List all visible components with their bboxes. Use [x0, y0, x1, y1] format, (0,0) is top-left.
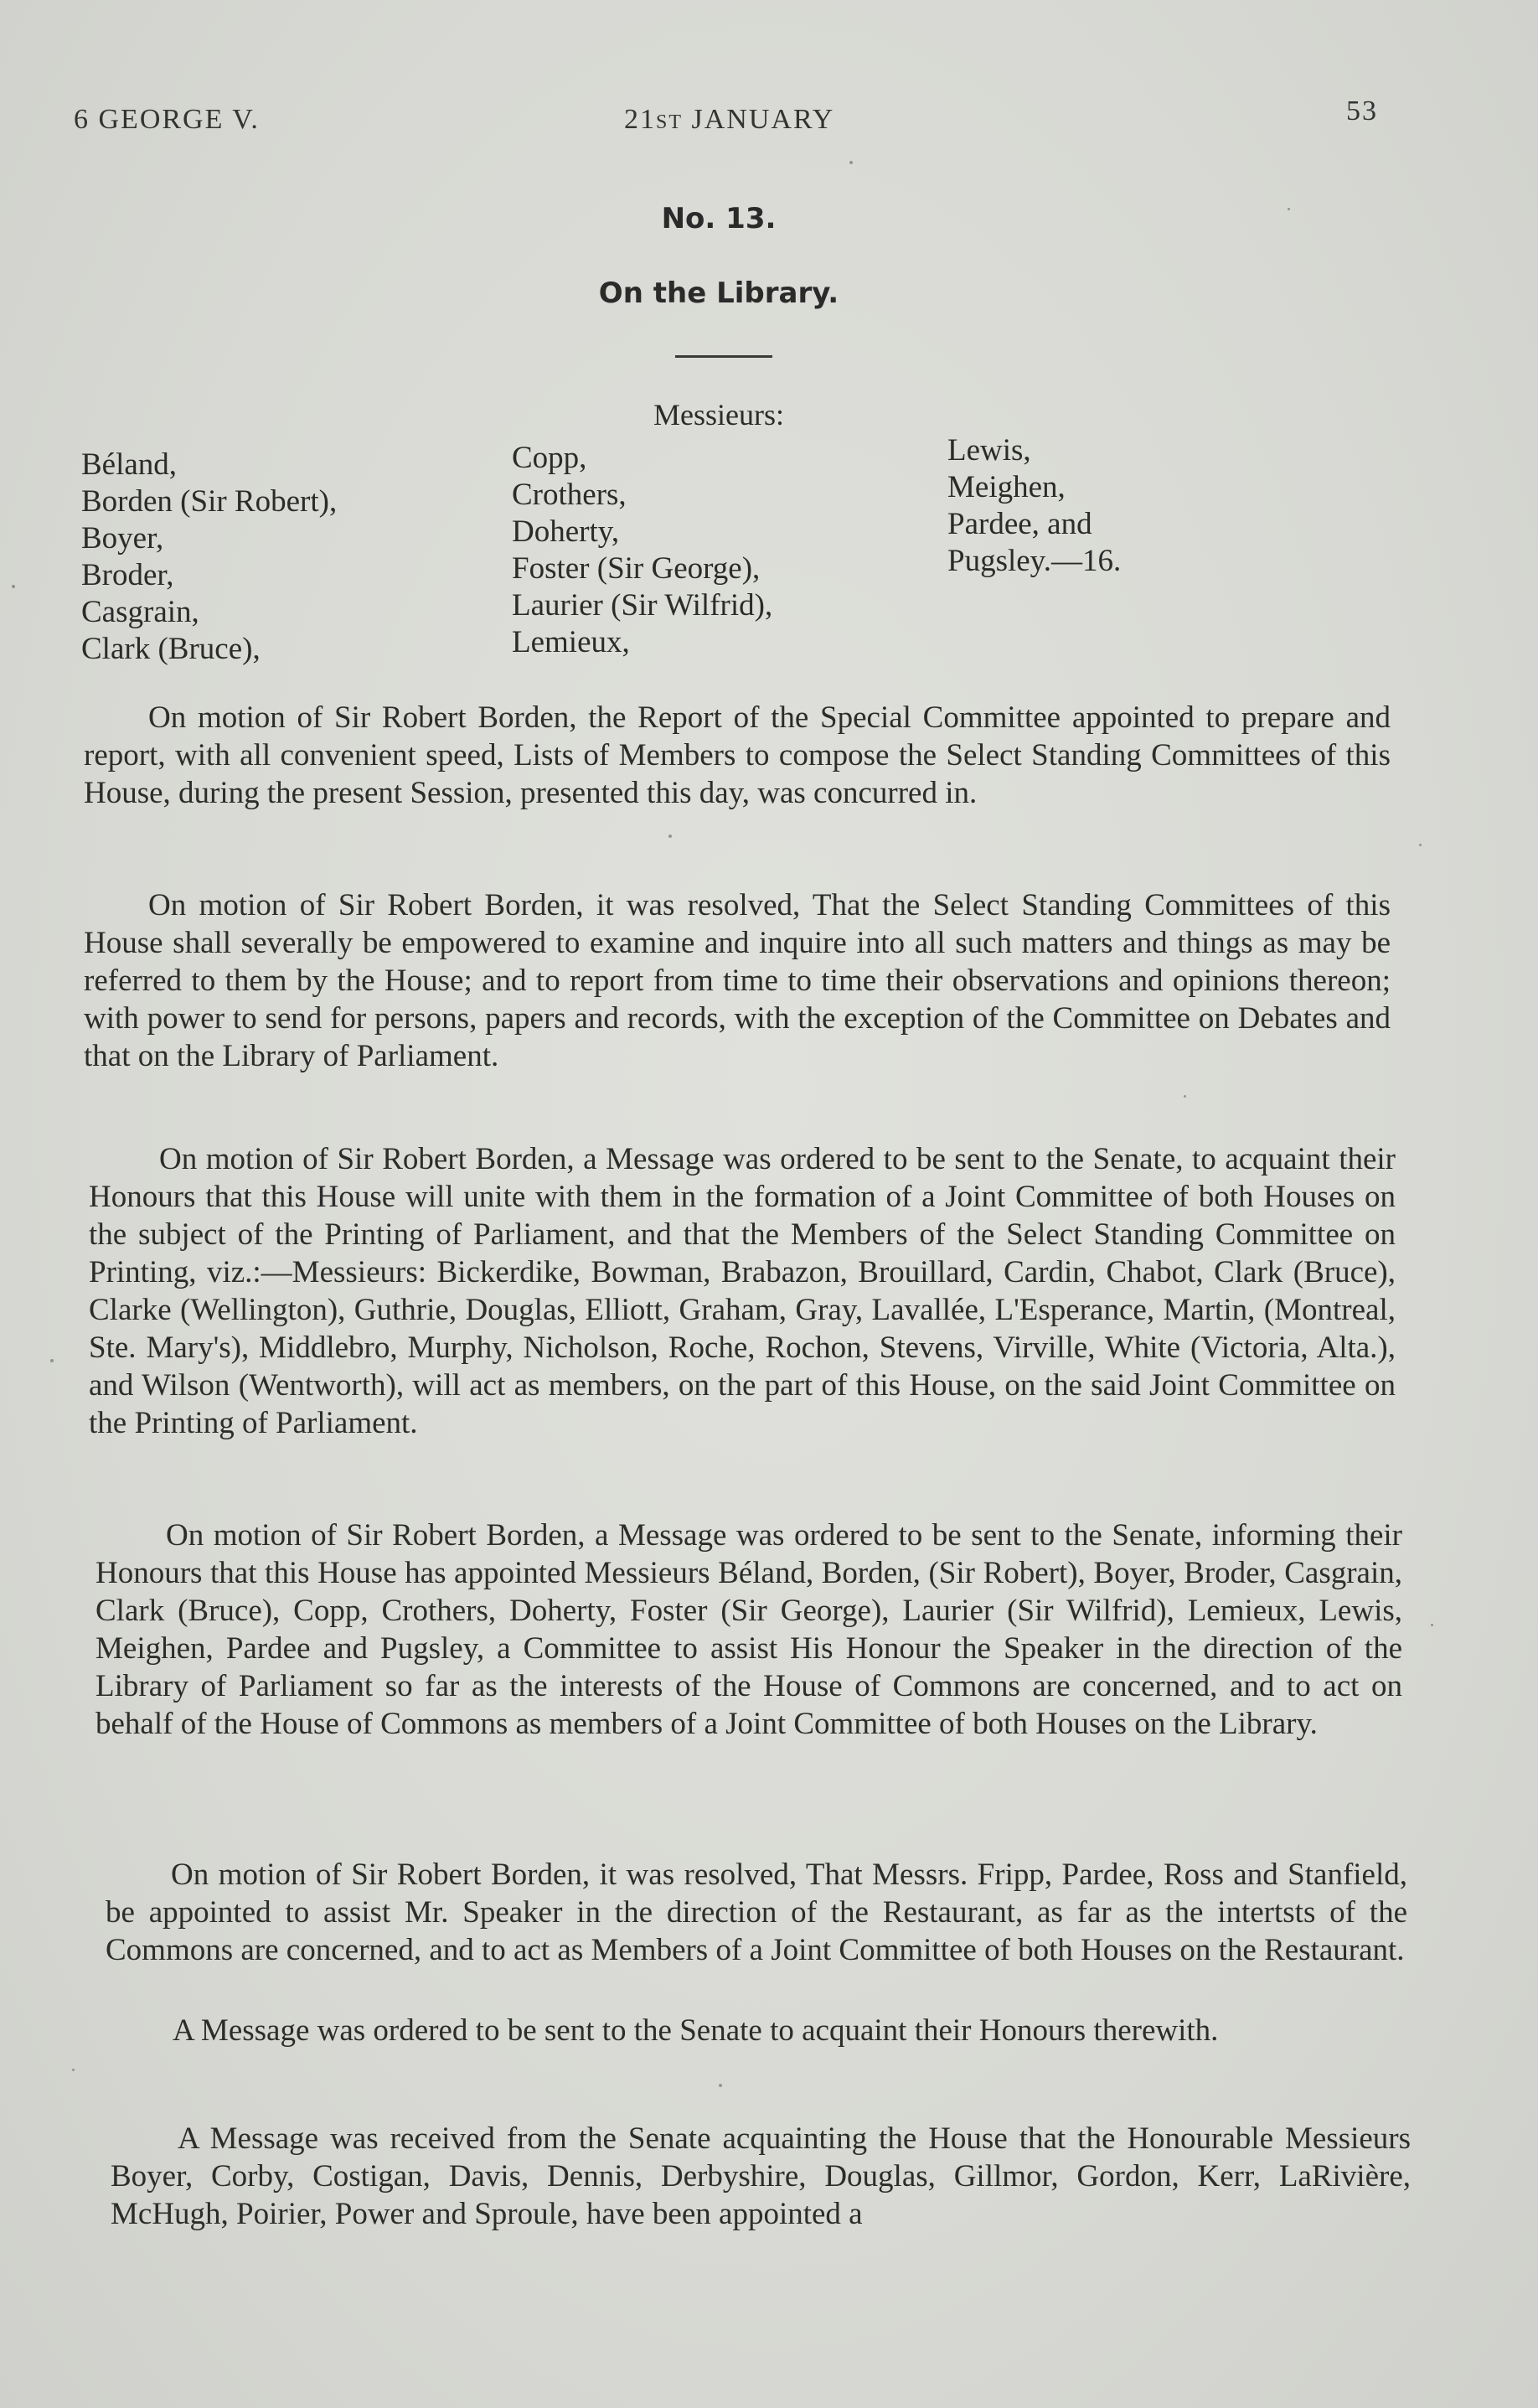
member-name: Doherty, [512, 514, 620, 549]
member-name: Foster (Sir George), [512, 551, 761, 586]
paragraph-message-senate: A Message was ordered to be sent to the Senate to acquaint their Honours therewith. [173, 2013, 1219, 2048]
members-heading: Messieurs: [653, 398, 784, 431]
members-column-3 [947, 432, 1121, 580]
member-name: Clark (Bruce), [81, 632, 261, 666]
paragraph-report-concurred: On motion of Sir Robert Borden, the Report of the Special Committee appointed to prepare and report, with all convenient speed, Lists of Members to compose the Select Standing Committees of this House, during the present Session, presented this day, was concurred in. [84, 700, 1391, 810]
paper-speck [668, 835, 672, 838]
member-name: Lemieux, [512, 625, 630, 659]
paper-speck [1184, 1095, 1186, 1098]
document-title: On the Library. [598, 276, 839, 310]
member-name: Laurier (Sir Wilfrid), [512, 588, 773, 623]
title-divider [675, 355, 772, 358]
paper-speck [1288, 208, 1290, 210]
paper-speck [50, 1359, 54, 1362]
paper-speck [719, 2084, 722, 2087]
paper-speck [1431, 1624, 1433, 1626]
member-name: Boyer, [81, 521, 164, 555]
member-name: Casgrain, [81, 595, 199, 629]
date-ordinal-suffix: st [656, 104, 684, 135]
regnal-year: 6 GEORGE V. [74, 104, 260, 135]
members-column-2 [512, 440, 772, 661]
page-date [624, 104, 834, 136]
member-name: Lewis, [947, 433, 1031, 468]
member-name: Pugsley.—16. [947, 544, 1122, 578]
paragraph-library-committee: On motion of Sir Robert Borden, a Message was ordered to be sent to the Senate, informing their Honours that this House has appointed Messieurs Béland, Borden, (Sir Robert), Boyer, Broder, Casgrain, Clark (Bruce), Copp, Crothers, Doherty, Foster (Sir George), Laurier (Sir Wilfrid), Lemieux, Lewis, Meighen, Pardee and Pugsley, a Committee to assist His Honour the Speaker in the direction of the Library of Parliament so far as the interests of the House of Commons are concerned, and to act on behalf of the House of Commons as members of a Joint Committee of both Houses on the Library. [95, 1518, 1402, 1741]
paragraph-senate-message-received: A Message was received from the Senate acquainting the House that the Honourable Messieurs Boyer, Corby, Costigan, Davis, Dennis, Derbyshire, Douglas, Gillmor, Gordon, Kerr, LaRivière, McHugh, Poirier, Power and Sproule, have been appointed a [111, 2121, 1411, 2231]
paper-speck [849, 161, 853, 164]
paper-speck [12, 585, 15, 588]
member-name: Copp, [512, 441, 587, 475]
member-name: Béland, [81, 447, 178, 482]
member-name: Meighen, [947, 470, 1066, 504]
member-name: Broder, [81, 558, 174, 592]
member-name: Pardee, and [947, 507, 1092, 541]
paragraph-restaurant-committee: On motion of Sir Robert Borden, it was resolved, That Messrs. Fripp, Pardee, Ross and Stanfield, be appointed to assist Mr. Speaker in the direction of the Restaurant, as far as the intertsts of the Commons are concerned, and to act as Members of a Joint Committee of both Houses on the Restaurant. [106, 1858, 1407, 1967]
date-month: JANUARY [691, 104, 835, 135]
members-column-1 [81, 447, 337, 668]
paper-speck [1419, 844, 1422, 846]
page-number: 53 [1346, 96, 1378, 127]
paper-speck [72, 2069, 75, 2071]
paragraph-committees-empowered: On motion of Sir Robert Borden, it was resolved, That the Select Standing Committees of this House shall severally be empowered to examine and inquire into all such matters and things as may be referred to them by the House; and to report from time to time their observations and opinions thereon; with power to send for persons, papers and records, with the exception of the Committee on Debates and that on the Library of Parliament. [84, 888, 1391, 1073]
member-name: Crothers, [512, 478, 627, 512]
member-name: Borden (Sir Robert), [81, 484, 338, 519]
document-number: No. 13. [661, 202, 777, 235]
paragraph-printing-committee: On motion of Sir Robert Borden, a Message was ordered to be sent to the Senate, to acquaint their Honours that this House will unite with them in the formation of a Joint Committee of both Houses on the subject of the Printing of Parliament, and that the Members of the Select Standing Committee on Printing, viz.:—Messieurs: Bickerdike, Bowman, Brabazon, Brouillard, Cardin, Chabot, Clark (Bruce), Clarke (Wellington), Guthrie, Douglas, Elliott, Graham, Gray, Lavallée, L'Esperance, Martin, (Montreal, Ste. Mary's), Middlebro, Murphy, Nicholson, Roche, Rochon, Stevens, Virville, White (Victoria, Alta.), and Wilson (Wentworth), will act as members, on the part of this House, on the said Joint Committee on the Printing of Parliament. [89, 1142, 1396, 1440]
date-day: 21 [624, 104, 656, 135]
